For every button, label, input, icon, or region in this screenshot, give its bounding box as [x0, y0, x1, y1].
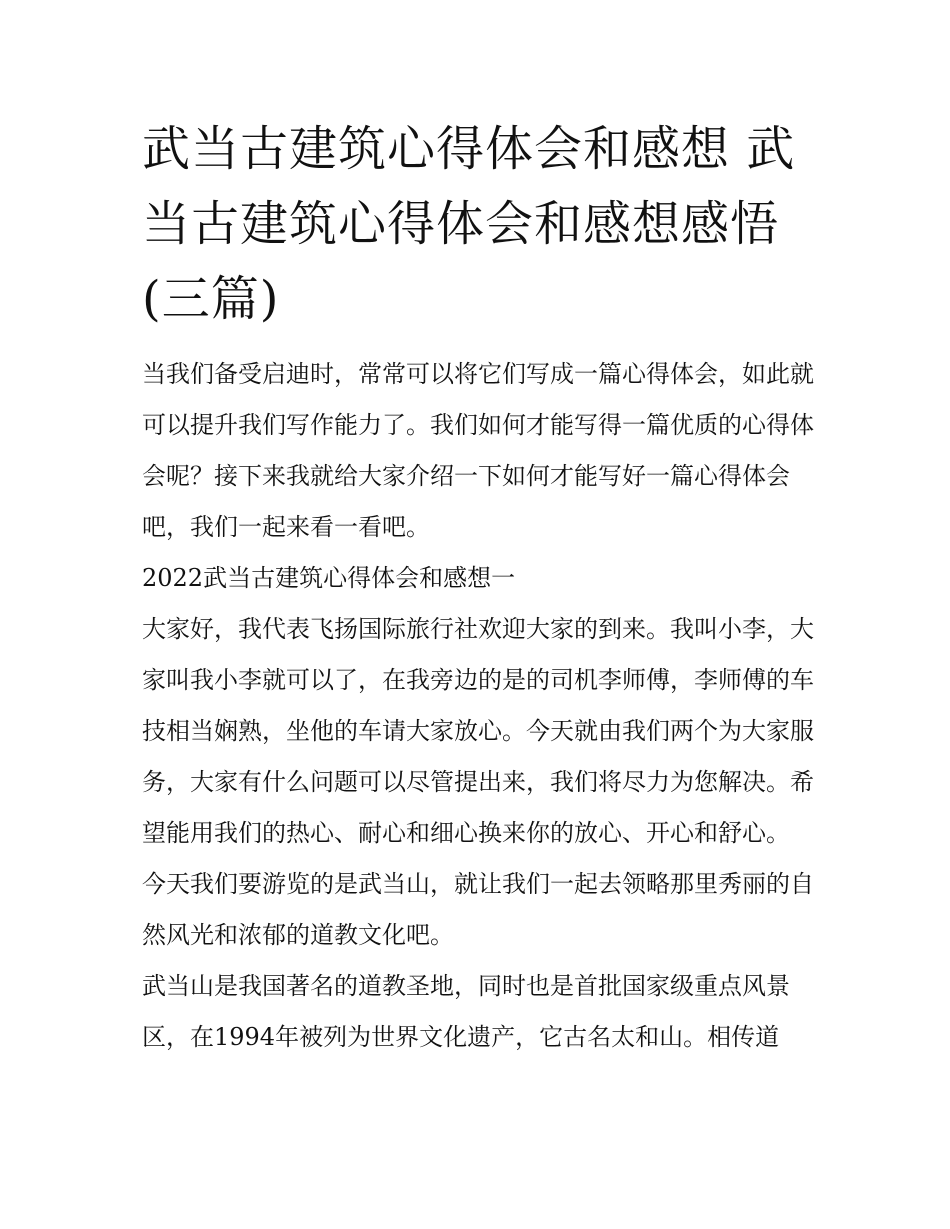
document-title: 武当古建筑心得体会和感想 武当古建筑心得体会和感想感悟(三篇) — [142, 121, 796, 327]
document-page — [142, 112, 814, 1063]
intro-paragraph: 当我们备受启迪时，常常可以将它们写成一篇心得体会，如此就可以提升我们写作能力了。我们如何才能写得一篇优质的心得体会呢？接下来我就给大家介绍一下如何才能写好一篇心得体会吧，我们一起来看一看吧。 — [142, 360, 814, 541]
document-body — [142, 349, 814, 1063]
body-paragraph: 武当山是我国著名的道教圣地，同时也是首批国家级重点风景区，在1994年被列为世界文化遗产，它古名太和山。相传道 — [142, 972, 790, 1051]
body-paragraph: 大家好，我代表飞扬国际旅行社欢迎大家的到来。我叫小李，大家叫我小李就可以了，在我旁边的是的司机李师傅，李师傅的车技相当娴熟，坐他的车请大家放心。今天就由我们两个为大家服务，大家有什么问题可以尽管提出来，我们将尽力为您解决。希望能用我们的热心、耐心和细心换来你的放心、开心和舒心。 — [142, 615, 814, 847]
section-heading: 2022武当古建筑心得体会和感想一 — [142, 564, 516, 592]
body-paragraph: 今天我们要游览的是武当山，就让我们一起去领略那里秀丽的自然风光和浓郁的道教文化吧。 — [142, 870, 814, 949]
